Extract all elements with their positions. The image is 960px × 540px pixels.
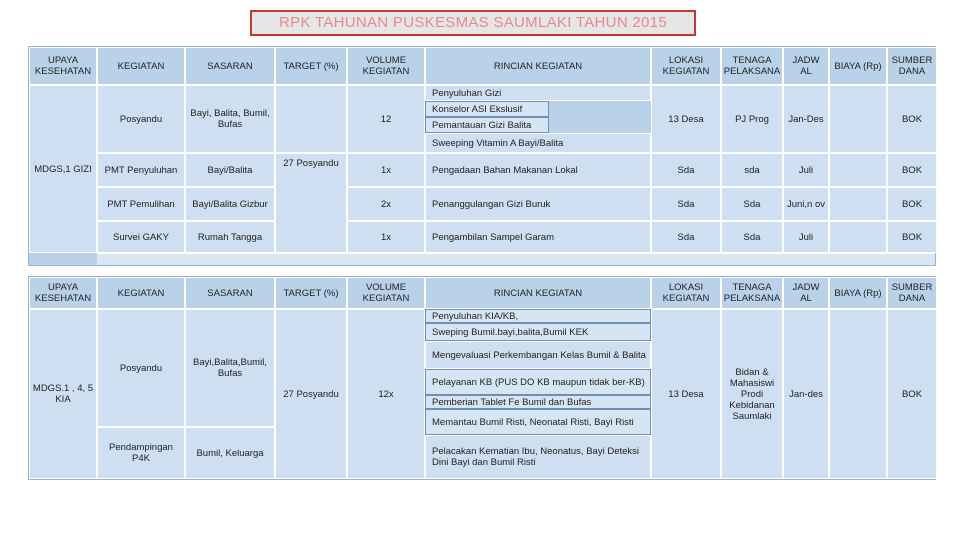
header-kegiatan: KEGIATAN — [97, 277, 185, 309]
lokasi-cell: 13 Desa — [651, 309, 721, 479]
lokasi-cell: 13 Desa — [651, 85, 721, 153]
upaya-cell: MDGS,1 GIZI — [29, 85, 97, 253]
kegiatan-cell: Pendampingan P4K — [97, 427, 185, 479]
lokasi-cell: Sda — [651, 153, 721, 187]
target-blank-cell — [275, 85, 347, 153]
jadwal-cell: Juli — [783, 221, 829, 253]
kegiatan-cell: Posyandu — [97, 85, 185, 153]
kegiatan-cell: PMT Penyuluhan — [97, 153, 185, 187]
rincian-cell: Pengadaan Bahan Makanan Lokal — [425, 153, 651, 187]
header-jadwal: JADW AL — [783, 277, 829, 309]
rincian-item: Sweeping Vitamin A Bayi/Balita — [425, 133, 651, 153]
biaya-cell — [829, 187, 887, 221]
lokasi-cell: Sda — [651, 221, 721, 253]
rincian-item: Pelayanan KB (PUS DO KB maupun tidak ber-KB) — [425, 369, 651, 395]
rincian-item: Penyuluhan KIA/KB, — [425, 309, 651, 323]
header-sasaran: SASARAN — [185, 47, 275, 85]
sumber-cell: BOK — [887, 153, 937, 187]
rincian-item: Sweping Bumil.bayi,balita,Bumil KEK — [425, 323, 651, 341]
rincian-cell: Pengambilan Sampel Garam — [425, 221, 651, 253]
rpk-table-gizi — [28, 46, 936, 266]
volume-cell: 2x — [347, 187, 425, 221]
sasaran-cell: Bayi/Balita — [185, 153, 275, 187]
sumber-cell: BOK — [887, 221, 937, 253]
sumber-cell: BOK — [887, 187, 937, 221]
rincian-item: Pemantauan Gizi Balita — [425, 117, 549, 133]
biaya-cell — [829, 153, 887, 187]
table-footer-strip — [97, 253, 935, 265]
page-title: RPK TAHUNAN PUSKESMAS SAUMLAKI TAHUN 2015 — [250, 10, 696, 36]
header-lokasi: LOKASI KEGIATAN — [651, 277, 721, 309]
jadwal-cell: Jan-des — [783, 309, 829, 479]
rpk-table-kia — [28, 276, 936, 480]
target-cell: 27 Posyandu — [275, 153, 347, 253]
biaya-cell — [829, 221, 887, 253]
tenaga-cell: Bidan & Mahasiswi Prodi Kebidanan Saumlaki — [721, 309, 783, 479]
header-volume: VOLUME KEGIATAN — [347, 277, 425, 309]
volume-cell: 12 — [347, 85, 425, 153]
sasaran-cell: Bumil, Keluarga — [185, 427, 275, 479]
header-upaya: UPAYA KESEHATAN — [29, 277, 97, 309]
kegiatan-cell: PMT Pemulihan — [97, 187, 185, 221]
header-kegiatan: KEGIATAN — [97, 47, 185, 85]
sasaran-cell: Rumah Tangga — [185, 221, 275, 253]
rincian-item: Mengevaluasi Perkembangan Kelas Bumil & Balita — [425, 341, 651, 369]
header-volume: VOLUME KEGIATAN — [347, 47, 425, 85]
sasaran-cell: Bayi,Balita,Bumil, Bufas — [185, 309, 275, 427]
biaya-cell — [829, 85, 887, 153]
sasaran-cell: Bayi/Balita Gizbur — [185, 187, 275, 221]
lokasi-cell: Sda — [651, 187, 721, 221]
header-tenaga: TENAGA PELAKSANA — [721, 47, 783, 85]
header-upaya: UPAYA KESEHATAN — [29, 47, 97, 85]
header-biaya: BIAYA (Rp) — [829, 277, 887, 309]
header-lokasi: LOKASI KEGIATAN — [651, 47, 721, 85]
kegiatan-cell: Survei GAKY — [97, 221, 185, 253]
header-biaya: BIAYA (Rp) — [829, 47, 887, 85]
tenaga-cell: PJ Prog — [721, 85, 783, 153]
header-rincian: RINCIAN KEGIATAN — [425, 277, 651, 309]
sumber-cell: BOK — [887, 309, 937, 479]
sumber-cell: BOK — [887, 85, 937, 153]
upaya-cell: MDGS.1 , 4, 5 KIA — [29, 309, 97, 479]
jadwal-cell: Juli — [783, 153, 829, 187]
target-cell: 27 Posyandu — [275, 309, 347, 479]
header-target: TARGET (%) — [275, 47, 347, 85]
header-sasaran: SASARAN — [185, 277, 275, 309]
rincian-cell: Pelacakan Kematian Ibu, Neonatus, Bayi Deteksi Dini Bayi dan Bumil Risti — [425, 435, 651, 479]
header-target: TARGET (%) — [275, 277, 347, 309]
header-sumber: SUMBER DANA — [887, 47, 937, 85]
header-jadwal: JADW AL — [783, 47, 829, 85]
kegiatan-cell: Posyandu — [97, 309, 185, 427]
biaya-cell — [829, 309, 887, 479]
jadwal-cell: Jan-Des — [783, 85, 829, 153]
header-rincian: RINCIAN KEGIATAN — [425, 47, 651, 85]
rincian-item: Memantau Bumil Risti, Neonatal Risti, Bayi Risti — [425, 409, 651, 435]
rincian-item: Penyuluhan Gizi — [425, 85, 651, 101]
tenaga-cell: Sda — [721, 221, 783, 253]
sasaran-cell: Bayi, Balita, Bumil, Bufas — [185, 85, 275, 153]
rincian-cell: Penanggulangan Gizi Buruk — [425, 187, 651, 221]
rincian-item: Konselor ASI Ekslusif — [425, 101, 549, 117]
jadwal-cell: Juni,n ov — [783, 187, 829, 221]
volume-cell: 1x — [347, 153, 425, 187]
tenaga-cell: Sda — [721, 187, 783, 221]
tenaga-cell: sda — [721, 153, 783, 187]
volume-cell: 12x — [347, 309, 425, 479]
header-tenaga: TENAGA PELAKSANA — [721, 277, 783, 309]
volume-cell: 1x — [347, 221, 425, 253]
rincian-item: Pemberian Tablet Fe Bumil dan Bufas — [425, 395, 651, 409]
header-sumber: SUMBER DANA — [887, 277, 937, 309]
